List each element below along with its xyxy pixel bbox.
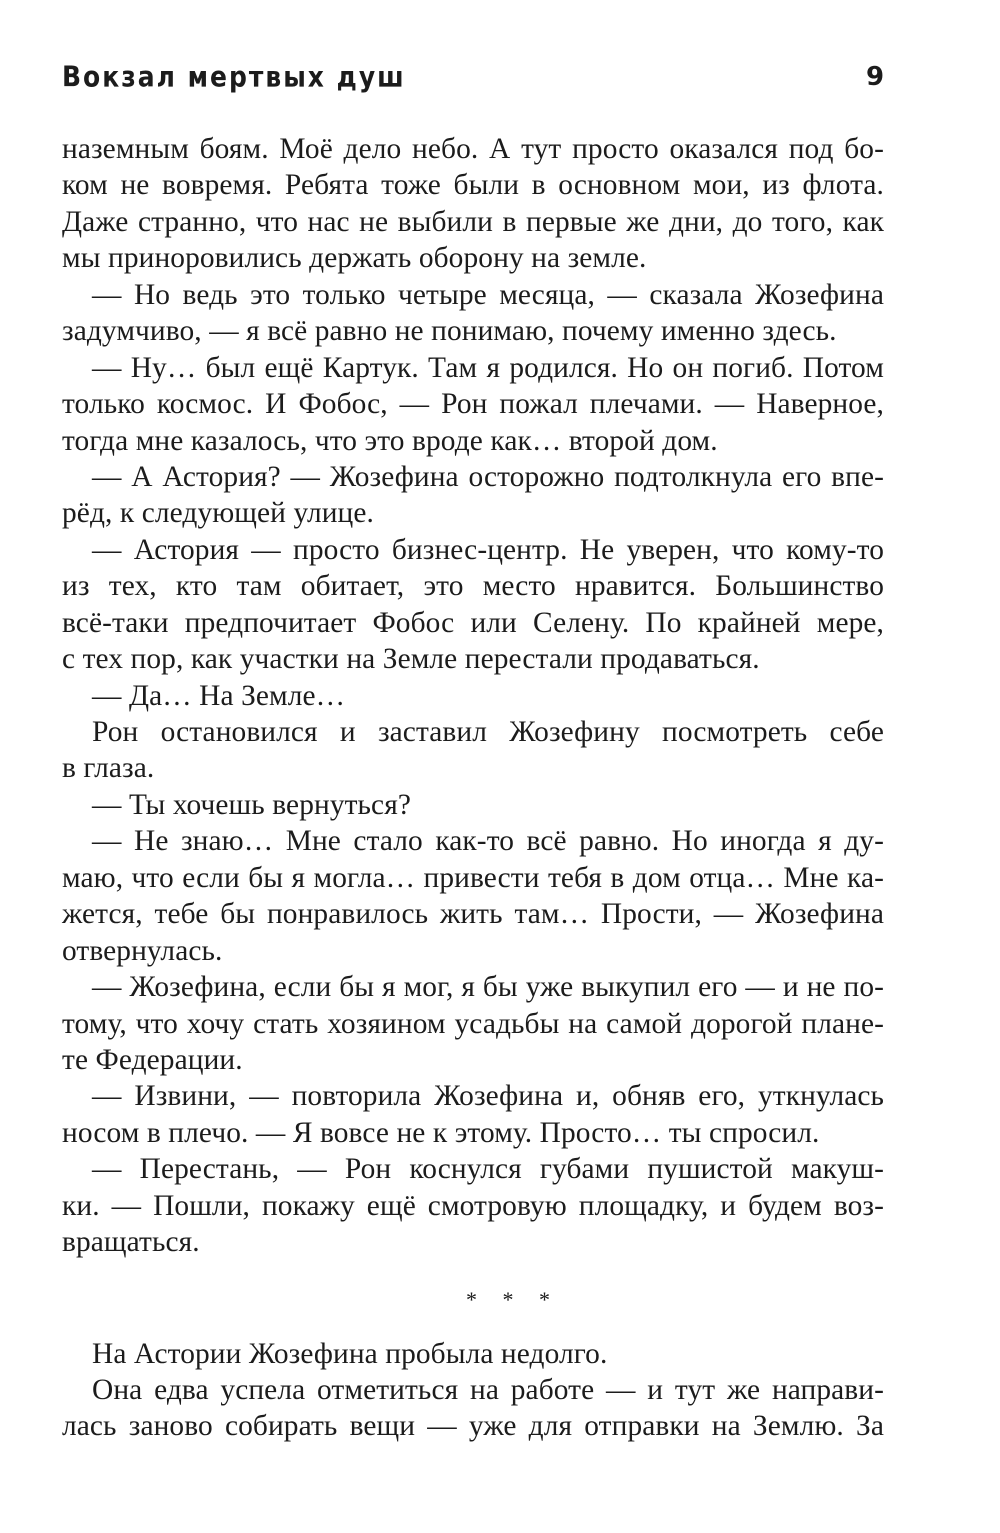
text-line: Она едва успела отметиться на работе — и тут же направи- bbox=[92, 1374, 884, 1406]
text-line: жется, тебе бы понравилось жить там… Прости, — Жозефина bbox=[62, 898, 884, 931]
text-line: — Ну… был ещё Картук. Там я родился. Но он погиб. Потом bbox=[92, 351, 884, 384]
text-line: — А Астория? — Жозефина осторожно подтолкнула его впе- bbox=[92, 460, 884, 493]
text-line: лась заново собирать вещи — уже для отправки на Землю. За bbox=[62, 1410, 884, 1443]
body-text bbox=[62, 131, 884, 1445]
text-line: только космос. И Фобос, — Рон пожал плечами. — Наверное, bbox=[62, 388, 884, 421]
text-line: ком не вовремя. Ребята тоже были в основном мои, из флота. bbox=[62, 169, 884, 202]
text-line: всё-таки предпочитает Фобос или Селену. По крайней мере, bbox=[62, 606, 884, 639]
text-line: — Ты хочешь вернуться? bbox=[92, 788, 411, 821]
running-title: Вокзал мертвых душ bbox=[62, 60, 406, 94]
text-line: те Федерации. bbox=[62, 1043, 243, 1076]
text-line: — Не знаю… Мне стало как-то всё равно. Но иногда я ду- bbox=[92, 825, 884, 858]
text-line: мы приноровились держать оборону на земле. bbox=[62, 242, 647, 275]
text-line: задумчиво, — я всё равно не понимаю, почему именно здесь. bbox=[62, 315, 837, 348]
text-line: тогда мне казалось, что это вроде как… второй дом. bbox=[62, 424, 718, 457]
text-line: тому, что хочу стать хозяином усадьбы на самой дорогой плане- bbox=[62, 1007, 884, 1040]
text-line: рёд, к следующей улице. bbox=[62, 497, 374, 530]
text-line: — Перестань, — Рон коснулся губами пушистой макуш- bbox=[92, 1153, 884, 1186]
text-line: — Астория — просто бизнес-центр. Не уверен, что кому-то bbox=[92, 533, 884, 566]
separator-stars: * * * bbox=[466, 1286, 560, 1312]
text-line: — Извини, — повторила Жозефина и, обняв его, уткнулась bbox=[92, 1080, 884, 1113]
text-line: ки. — Пошли, покажу ещё смотровую площадку, и будем воз- bbox=[62, 1189, 884, 1222]
text-line: Даже странно, что нас не выбили в первые же дни, до того, как bbox=[62, 205, 884, 238]
text-line: — Жозефина, если бы я мог, я бы уже выкупил его — и не по- bbox=[92, 971, 884, 1004]
text-line: в глаза. bbox=[62, 752, 155, 785]
text-line: Рон остановился и заставил Жозефину посмотреть себе bbox=[92, 716, 884, 748]
page-number: 9 bbox=[866, 62, 885, 92]
text-line: отвернулась. bbox=[62, 934, 223, 967]
text-line: носом в плечо. — Я вовсе не к этому. Просто… ты спросил. bbox=[62, 1116, 820, 1149]
text-line: — Но ведь это только четыре месяца, — сказала Жозефина bbox=[92, 278, 884, 311]
text-line: вращаться. bbox=[62, 1226, 200, 1259]
text-line: с тех пор, как участки на Земле перестали продаваться. bbox=[62, 643, 760, 676]
text-line: из тех, кто там обитает, это место нравится. Большинство bbox=[62, 570, 884, 603]
text-line: На Астории Жозефина пробыла недолго. bbox=[92, 1337, 608, 1370]
text-line: наземным боям. Моё дело небо. А тут просто оказался под бо- bbox=[62, 133, 884, 165]
text-line: маю, что если бы я могла… привести тебя в дом отца… Мне ка- bbox=[62, 861, 884, 894]
text-line: — Да… На Земле… bbox=[92, 679, 346, 712]
section-separator bbox=[62, 1261, 884, 1336]
